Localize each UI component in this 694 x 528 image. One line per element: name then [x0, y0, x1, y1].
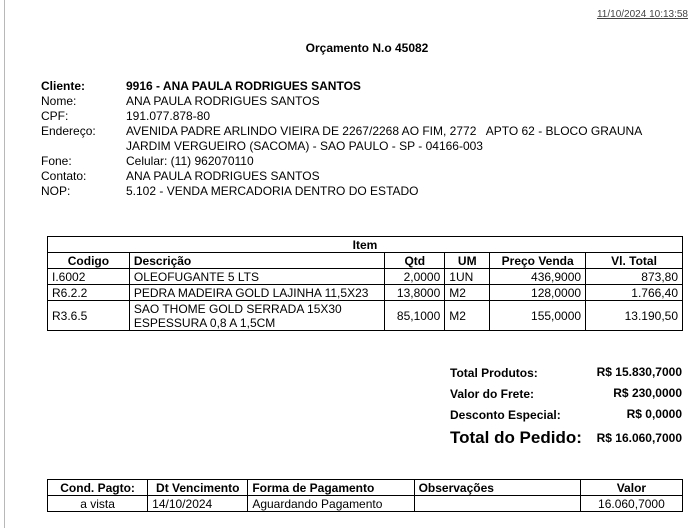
client-info — [41, 79, 642, 199]
desconto-value: R$ 0,0000 — [626, 407, 682, 421]
cell-total: 873,80 — [586, 269, 683, 285]
cell-qty: 85,1000 — [385, 301, 445, 331]
client-value: ANA PAULA RODRIGUES SANTOS — [126, 94, 320, 108]
total-produtos-value: R$ 15.830,7000 — [596, 365, 682, 379]
client-label: Fone: — [41, 154, 72, 168]
payment-header-row — [48, 480, 683, 496]
col-header-observacoes: Observações — [414, 480, 580, 496]
client-row-endereco — [41, 124, 642, 139]
cell-price: 436,9000 — [490, 269, 586, 285]
cell-qty: 2,0000 — [385, 269, 445, 285]
total-produtos-label: Total Produtos: — [450, 366, 538, 380]
cell-due-date: 14/10/2024 — [148, 496, 248, 512]
items-caption: Item — [48, 237, 683, 253]
client-value: Celular: (11) 962070110 — [126, 154, 254, 168]
client-label: Cliente: — [41, 79, 86, 93]
cell-price: 128,0000 — [490, 285, 586, 301]
valor-frete — [450, 384, 684, 405]
valor-frete-value: R$ 230,0000 — [613, 386, 682, 400]
cell-description: OLEOFUGANTE 5 LTS — [129, 269, 384, 285]
client-label: Nome: — [41, 94, 77, 108]
cell-total: 13.190,50 — [586, 301, 683, 331]
page-left-border — [4, 0, 5, 528]
table-row — [48, 496, 683, 512]
client-value: AVENIDA PADRE ARLINDO VIEIRA DE 2267/2268 AO FIM, 2772 APTO 62 - BLOCO GRAUNA — [126, 124, 643, 138]
client-row-contato — [41, 169, 642, 184]
client-label: Endereço: — [41, 124, 96, 138]
totals-block — [450, 363, 684, 450]
desconto-label: Desconto Especial: — [450, 408, 561, 422]
cell-code: I.6002 — [48, 269, 130, 285]
cell-price: 155,0000 — [490, 301, 586, 331]
table-row — [48, 301, 683, 331]
cell-unit: M2 — [445, 301, 490, 331]
client-label — [41, 139, 126, 154]
table-row — [48, 285, 683, 301]
total-produtos — [450, 363, 684, 384]
client-label: CPF: — [41, 109, 69, 123]
client-row-fone — [41, 154, 642, 169]
col-header-descricao: Descrição — [129, 253, 384, 269]
col-header-um: UM — [445, 253, 490, 269]
client-row-cliente — [41, 79, 642, 94]
client-value: 9916 - ANA PAULA RODRIGUES SANTOS — [126, 79, 361, 93]
document-title: Orçamento N.o 45082 — [305, 41, 429, 55]
cell-code: R6.2.2 — [48, 285, 130, 301]
client-label: NOP: — [41, 184, 71, 198]
cell-observations — [414, 496, 580, 512]
cell-method: Aguardando Pagamento — [248, 496, 414, 512]
print-timestamp: 11/10/2024 10:13:58 — [596, 9, 688, 20]
cell-description: PEDRA MADEIRA GOLD LAJINHA 11,5X23 — [129, 285, 384, 301]
valor-frete-label: Valor do Frete: — [450, 387, 535, 401]
client-label: Contato: — [41, 169, 87, 183]
col-header-codigo: Codigo — [48, 253, 130, 269]
cell-cond: a vista — [48, 496, 148, 512]
client-row-nome — [41, 94, 642, 109]
client-row-cpf — [41, 109, 642, 124]
cell-unit: 1UN — [445, 269, 490, 285]
cell-total: 1.766,40 — [586, 285, 683, 301]
total-pedido-value: R$ 16.060,7000 — [596, 431, 682, 445]
col-header-forma: Forma de Pagamento — [248, 480, 414, 496]
client-row-endereco-2 — [41, 139, 642, 154]
col-header-preco: Preço Venda — [490, 253, 586, 269]
cell-code: R3.6.5 — [48, 301, 130, 331]
cell-qty: 13,8000 — [385, 285, 445, 301]
items-header-row — [48, 253, 683, 269]
total-pedido-label: Total do Pedido: — [450, 428, 582, 447]
client-value: 5.102 - VENDA MERCADORIA DENTRO DO ESTADO — [126, 184, 419, 198]
client-value: 191.077.878-80 — [126, 109, 211, 123]
col-header-cond: Cond. Pagto: — [48, 480, 148, 496]
cell-description: SAO THOME GOLD SERRADA 15X30 ESPESSURA 0,8 A 1,5CM — [129, 301, 384, 331]
desconto-especial — [450, 405, 684, 426]
col-header-vencimento: Dt Vencimento — [148, 480, 248, 496]
col-header-valor: Valor — [580, 480, 682, 496]
total-pedido — [450, 426, 684, 450]
col-header-total: Vl. Total — [586, 253, 683, 269]
cell-unit: M2 — [445, 285, 490, 301]
client-row-nop — [41, 184, 642, 199]
items-table — [47, 236, 683, 331]
client-value: JARDIM VERGUEIRO (SACOMA) - SAO PAULO - SP - 04166-003 — [126, 139, 483, 153]
payment-table — [47, 479, 683, 512]
table-row — [48, 269, 683, 285]
client-value: ANA PAULA RODRIGUES SANTOS — [126, 169, 320, 183]
col-header-qtd: Qtd — [385, 253, 445, 269]
cell-value: 16.060,7000 — [580, 496, 682, 512]
